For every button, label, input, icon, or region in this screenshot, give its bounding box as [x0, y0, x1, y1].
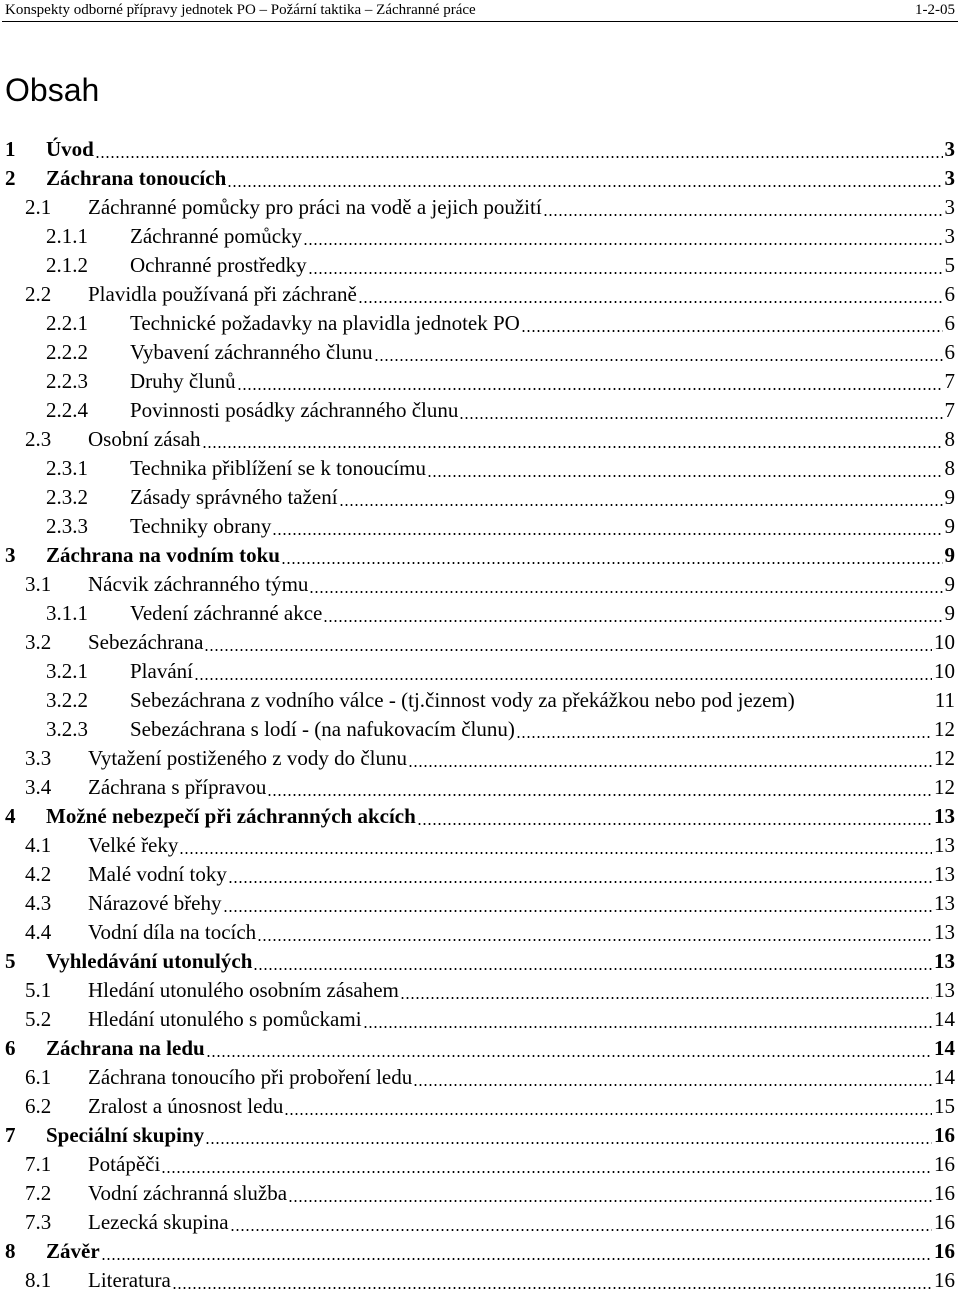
toc-entry[interactable] [0, 1237, 960, 1266]
toc-entry-title: Záchrana na ledu [46, 1034, 205, 1063]
toc-entry-page: 12 [934, 746, 955, 770]
toc-entry[interactable] [0, 483, 960, 512]
toc-entry-number: 3.3 [25, 746, 52, 770]
toc-entry-number: 2.1.2 [46, 253, 88, 277]
toc-entry-title: Vytažení postiženého z vody do člunu [88, 744, 407, 773]
toc-entry-title: Vodní díla na tocích [88, 918, 256, 947]
toc-dot-leader [256, 918, 933, 947]
toc-entry[interactable] [0, 947, 960, 976]
toc-entry-line [88, 1150, 955, 1179]
toc-entry-title: Osobní zásah [88, 425, 201, 454]
toc-entry-title: Lezecká skupina [88, 1208, 229, 1237]
toc-entry[interactable] [0, 1005, 960, 1034]
toc-entry-line [130, 512, 955, 541]
header-title: Konspekty odborné přípravy jednotek PO – Požární taktika – Záchranné práce [5, 2, 476, 18]
toc-entry[interactable] [0, 773, 960, 802]
toc-entry-title: Záchranné pomůcky pro práci na vodě a jejich použití [88, 193, 542, 222]
toc-dot-leader [373, 338, 944, 367]
toc-entry-page: 16 [934, 1152, 955, 1176]
toc-dot-leader [178, 831, 933, 860]
toc-entry-page: 16 [934, 1268, 955, 1292]
toc-entry-page: 13 [934, 804, 955, 828]
toc-entry-number: 8 [5, 1239, 16, 1263]
toc-entry-page: 13 [934, 949, 955, 973]
toc-entry-title: Druhy člunů [130, 367, 236, 396]
toc-entry[interactable] [0, 512, 960, 541]
toc-entry-page: 6 [944, 340, 955, 364]
toc-entry-title: Vyhledávání utonulých [46, 947, 252, 976]
toc-entry-number: 6.2 [25, 1094, 52, 1118]
toc-entry-number: 2 [5, 166, 16, 190]
toc-entry-page: 14 [934, 1036, 955, 1060]
toc-entry-page: 3 [944, 195, 955, 219]
toc-entry[interactable] [0, 976, 960, 1005]
toc-dot-leader [458, 396, 943, 425]
toc-entry-number: 8.1 [25, 1268, 52, 1292]
toc-dot-leader [287, 1179, 933, 1208]
toc-dot-leader [226, 164, 943, 193]
toc-entry-title: Potápěči [88, 1150, 160, 1179]
toc-entry-number: 5.2 [25, 1007, 52, 1031]
toc-entry-line [88, 889, 955, 918]
toc-entry-line [88, 193, 955, 222]
toc-entry-number: 4.3 [25, 891, 52, 915]
table-of-contents [0, 135, 960, 1295]
toc-entry-number: 6.1 [25, 1065, 52, 1089]
toc-entry[interactable] [0, 744, 960, 773]
toc-entry-number: 3.2 [25, 630, 52, 654]
toc-entry-title: Záchrana tonoucích [46, 164, 226, 193]
toc-dot-leader [416, 802, 933, 831]
toc-entry-page: 8 [944, 427, 955, 451]
toc-entry-title: Hledání utonulého osobním zásahem [88, 976, 399, 1005]
toc-entry-page: 12 [934, 775, 955, 799]
toc-entry-page: 9 [944, 514, 955, 538]
toc-entry-line [130, 222, 955, 251]
toc-dot-leader [520, 309, 944, 338]
toc-entry-line [130, 686, 955, 715]
toc-dot-leader [160, 1150, 933, 1179]
toc-entry-title: Závěr [46, 1237, 100, 1266]
toc-entry[interactable] [0, 657, 960, 686]
toc-entry-line [88, 570, 955, 599]
toc-dot-leader [412, 1063, 933, 1092]
toc-entry-page: 14 [934, 1007, 955, 1031]
toc-entry-title: Velké řeky [88, 831, 178, 860]
toc-entry[interactable] [0, 1179, 960, 1208]
toc-dot-leader [100, 1237, 933, 1266]
toc-dot-leader [302, 222, 943, 251]
toc-dot-leader [266, 773, 933, 802]
toc-entry[interactable] [0, 860, 960, 889]
toc-entry-title: Malé vodní toky [88, 860, 227, 889]
toc-dot-leader [222, 889, 933, 918]
toc-entry-title: Možné nebezpečí při záchranných akcích [46, 802, 416, 831]
toc-entry-title: Vybavení záchranného člunu [130, 338, 373, 367]
toc-dot-leader [205, 1034, 933, 1063]
toc-entry-page: 3 [944, 137, 955, 161]
toc-entry-number: 4.1 [25, 833, 52, 857]
toc-entry-number: 3.1.1 [46, 601, 88, 625]
toc-dot-leader [426, 454, 944, 483]
toc-entry-number: 2.1 [25, 195, 52, 219]
toc-entry-page: 3 [944, 224, 955, 248]
toc-entry-page: 9 [944, 543, 955, 567]
toc-dot-leader [203, 628, 933, 657]
toc-entry-number: 7.3 [25, 1210, 52, 1234]
toc-entry-line [130, 367, 955, 396]
toc-entry-line [130, 599, 955, 628]
toc-entry-line [130, 251, 955, 280]
toc-entry-line [46, 135, 955, 164]
toc-entry-number: 7.1 [25, 1152, 52, 1176]
toc-entry-line [88, 1208, 955, 1237]
toc-entry-page: 13 [934, 891, 955, 915]
toc-entry[interactable] [0, 1034, 960, 1063]
toc-entry-page: 7 [944, 398, 955, 422]
toc-entry-title: Zralost a únosnost ledu [88, 1092, 283, 1121]
toc-entry-page: 9 [944, 485, 955, 509]
toc-entry[interactable] [0, 164, 960, 193]
toc-dot-leader [94, 135, 944, 164]
toc-dot-leader [271, 512, 943, 541]
toc-entry-number: 7 [5, 1123, 16, 1147]
toc-entry-title: Ochranné prostředky [130, 251, 307, 280]
toc-entry-line [88, 1005, 955, 1034]
toc-entry-line [46, 1237, 955, 1266]
toc-entry-page: 13 [934, 833, 955, 857]
toc-entry-number: 2.3.3 [46, 514, 88, 538]
toc-entry-page: 9 [944, 601, 955, 625]
toc-entry-line [88, 1179, 955, 1208]
toc-entry[interactable] [0, 454, 960, 483]
toc-entry-title: Zásady správného tažení [130, 483, 338, 512]
toc-entry-line [88, 773, 955, 802]
toc-entry[interactable] [0, 425, 960, 454]
toc-entry-page: 16 [934, 1210, 955, 1234]
toc-entry-line [130, 396, 955, 425]
toc-entry[interactable] [0, 280, 960, 309]
toc-entry[interactable] [0, 1150, 960, 1179]
toc-entry-line [46, 947, 955, 976]
toc-entry[interactable] [0, 222, 960, 251]
toc-entry-title: Nárazové břehy [88, 889, 222, 918]
toc-dot-leader [204, 1121, 933, 1150]
toc-entry-line [88, 1063, 955, 1092]
toc-entry-title: Vedení záchranné akce [130, 599, 322, 628]
toc-entry-number: 1 [5, 137, 16, 161]
toc-entry-number: 4.2 [25, 862, 52, 886]
toc-entry-title: Nácvik záchranného týmu [88, 570, 308, 599]
toc-entry-number: 5 [5, 949, 16, 973]
toc-dot-leader [308, 570, 943, 599]
toc-entry-page: 12 [934, 717, 955, 741]
toc-entry[interactable] [0, 251, 960, 280]
toc-dot-leader [201, 425, 944, 454]
toc-entry-page: 9 [944, 572, 955, 596]
toc-entry-number: 6 [5, 1036, 16, 1060]
toc-entry-number: 2.3 [25, 427, 52, 451]
toc-entry-number: 3.2.2 [46, 688, 88, 712]
toc-entry-page: 11 [934, 688, 955, 712]
toc-entry-number: 3 [5, 543, 16, 567]
toc-entry-number: 2.2.2 [46, 340, 88, 364]
toc-entry-number: 2.3.1 [46, 456, 88, 480]
toc-entry-page: 6 [944, 282, 955, 306]
toc-entry-page: 16 [934, 1239, 955, 1263]
toc-entry-page: 3 [944, 166, 955, 190]
toc-entry[interactable] [0, 918, 960, 947]
toc-dot-leader [227, 860, 933, 889]
toc-entry-page: 5 [944, 253, 955, 277]
toc-entry-title: Plavání [130, 657, 193, 686]
toc-entry-number: 2.2.3 [46, 369, 88, 393]
toc-entry-line [46, 541, 955, 570]
toc-entry-line [88, 976, 955, 1005]
toc-entry[interactable] [0, 541, 960, 570]
toc-entry[interactable] [0, 802, 960, 831]
toc-entry-title: Sebezáchrana z vodního válce - (tj.činnost vody za překážkou nebo pod jezem) [130, 686, 795, 715]
toc-entry-number: 2.2.4 [46, 398, 88, 422]
toc-entry-title: Literatura [88, 1266, 171, 1295]
toc-entry-page: 10 [934, 659, 955, 683]
toc-entry-title: Sebezáchrana s lodí - (na nafukovacím člunu) [130, 715, 515, 744]
toc-dot-leader [307, 251, 944, 280]
toc-entry-title: Záchrana na vodním toku [46, 541, 280, 570]
toc-dot-leader [283, 1092, 933, 1121]
toc-dot-leader [357, 280, 944, 309]
toc-entry[interactable] [0, 1121, 960, 1150]
toc-dot-leader [542, 193, 944, 222]
toc-entry-page: 16 [934, 1123, 955, 1147]
toc-entry-number: 3.4 [25, 775, 52, 799]
toc-entry-page: 13 [934, 920, 955, 944]
toc-entry-page: 6 [944, 311, 955, 335]
toc-entry-title: Technické požadavky na plavidla jednotek PO [130, 309, 520, 338]
toc-entry-line [88, 280, 955, 309]
toc-entry-line [88, 744, 955, 773]
toc-entry[interactable] [0, 396, 960, 425]
toc-entry-page: 13 [934, 862, 955, 886]
toc-entry-page: 8 [944, 456, 955, 480]
toc-dot-leader [362, 1005, 933, 1034]
toc-entry-line [88, 1092, 955, 1121]
toc-entry-line [88, 628, 955, 657]
toc-entry[interactable] [0, 570, 960, 599]
toc-entry-title: Hledání utonulého s pomůckami [88, 1005, 362, 1034]
toc-entry-title: Záchranné pomůcky [130, 222, 302, 251]
toc-entry-number: 2.3.2 [46, 485, 88, 509]
page-title: Obsah [5, 72, 100, 108]
toc-entry-number: 5.1 [25, 978, 52, 1002]
toc-entry-title: Záchrana s přípravou [88, 773, 266, 802]
toc-entry-page: 7 [944, 369, 955, 393]
toc-entry-title: Záchrana tonoucího při proboření ledu [88, 1063, 412, 1092]
toc-entry-line [46, 802, 955, 831]
toc-entry[interactable] [0, 367, 960, 396]
toc-dot-leader [236, 367, 944, 396]
toc-dot-leader [280, 541, 944, 570]
toc-entry-number: 2.2.1 [46, 311, 88, 335]
toc-entry[interactable] [0, 889, 960, 918]
toc-entry-title: Technika přiblížení se k tonoucímu [130, 454, 426, 483]
toc-entry-line [88, 831, 955, 860]
toc-entry-line [130, 715, 955, 744]
toc-dot-leader [229, 1208, 933, 1237]
toc-entry-page: 16 [934, 1181, 955, 1205]
toc-entry[interactable] [0, 338, 960, 367]
toc-entry[interactable] [0, 686, 960, 715]
toc-entry[interactable] [0, 1063, 960, 1092]
toc-entry[interactable] [0, 135, 960, 164]
toc-entry[interactable] [0, 193, 960, 222]
toc-dot-leader [338, 483, 944, 512]
toc-dot-leader [252, 947, 933, 976]
toc-entry-line [88, 860, 955, 889]
toc-entry-line [130, 338, 955, 367]
toc-entry-number: 3.2.1 [46, 659, 88, 683]
toc-dot-leader [407, 744, 933, 773]
toc-entry-number: 3.2.3 [46, 717, 88, 741]
toc-entry-number: 2.2 [25, 282, 52, 306]
toc-dot-leader [795, 686, 934, 715]
toc-dot-leader [193, 657, 933, 686]
toc-entry[interactable] [0, 715, 960, 744]
toc-dot-leader [515, 715, 933, 744]
toc-dot-leader [399, 976, 933, 1005]
toc-entry-title: Plavidla používaná při záchraně [88, 280, 357, 309]
toc-entry-number: 7.2 [25, 1181, 52, 1205]
toc-entry-number: 2.1.1 [46, 224, 88, 248]
toc-entry-line [130, 454, 955, 483]
toc-entry-line [130, 657, 955, 686]
toc-dot-leader [322, 599, 943, 628]
toc-entry-page: 15 [934, 1094, 955, 1118]
toc-entry-title: Speciální skupiny [46, 1121, 204, 1150]
header-rule [2, 21, 958, 22]
toc-entry-line [88, 918, 955, 947]
toc-entry-line [46, 1121, 955, 1150]
toc-entry[interactable] [0, 309, 960, 338]
toc-entry-number: 4.4 [25, 920, 52, 944]
toc-entry[interactable] [0, 1092, 960, 1121]
toc-entry-line [46, 164, 955, 193]
toc-entry[interactable] [0, 831, 960, 860]
toc-entry-number: 3.1 [25, 572, 52, 596]
toc-entry-page: 14 [934, 1065, 955, 1089]
toc-entry-line [130, 309, 955, 338]
toc-entry-line [130, 483, 955, 512]
header-doc-code: 1-2-05 [915, 2, 955, 18]
toc-entry[interactable] [0, 599, 960, 628]
toc-entry-title: Sebezáchrana [88, 628, 203, 657]
toc-entry-title: Úvod [46, 135, 94, 164]
toc-entry-line [88, 425, 955, 454]
toc-entry[interactable] [0, 628, 960, 657]
toc-entry-page: 10 [934, 630, 955, 654]
toc-entry-title: Techniky obrany [130, 512, 271, 541]
toc-entry-line [46, 1034, 955, 1063]
toc-entry-page: 13 [934, 978, 955, 1002]
toc-entry-title: Povinnosti posádky záchranného člunu [130, 396, 458, 425]
toc-entry-title: Vodní záchranná služba [88, 1179, 287, 1208]
page-header [0, 0, 960, 22]
toc-entry-number: 4 [5, 804, 16, 828]
toc-entry[interactable] [0, 1208, 960, 1237]
